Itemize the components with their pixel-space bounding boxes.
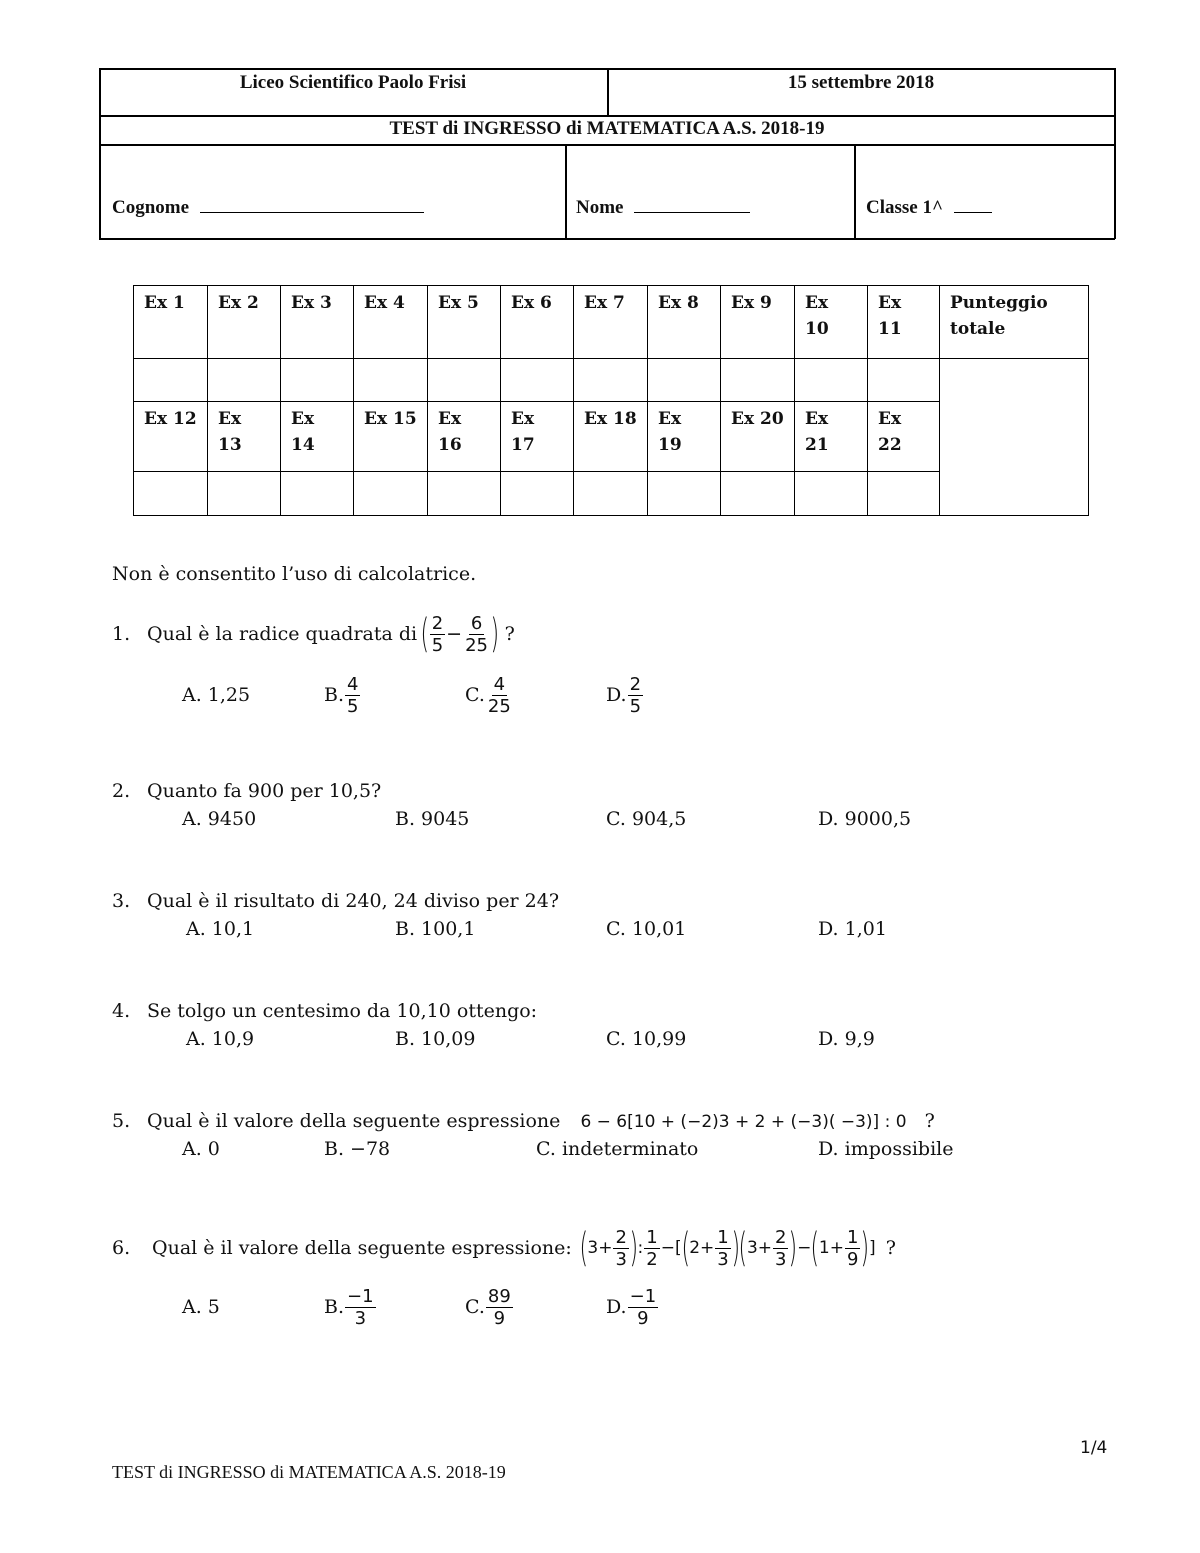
answer-c[interactable]: C. 904,5	[606, 808, 687, 830]
question-4	[112, 1000, 537, 1022]
answer-b[interactable]: B. $\frac{-1}{3}$	[324, 1285, 374, 1329]
nome-label: Nome	[576, 197, 624, 218]
question-text: Qual è il valore della seguente espressione	[147, 1110, 561, 1132]
answers-6	[182, 1282, 682, 1332]
score-cell[interactable]	[501, 359, 574, 402]
answer-b[interactable]: B. −78	[324, 1138, 391, 1160]
answer-c[interactable]: C. $\frac{89}{9}$	[465, 1285, 511, 1329]
answer-b[interactable]: B. 9045	[395, 808, 470, 830]
ex-label: Ex 11	[868, 286, 940, 359]
question-1: 1. Qual è la radice quadrata di ( $\frac{2}{5}$ − $\frac{6}{25}$ ) ?	[112, 611, 515, 657]
score-cell[interactable]	[501, 472, 574, 516]
question-number: 4.	[112, 1000, 131, 1022]
answers-1	[182, 670, 682, 720]
nome-field[interactable]	[634, 196, 750, 213]
ex-label: Ex 18	[574, 402, 648, 472]
fraction: $\frac{6}{25}$	[465, 612, 488, 656]
ex-label: Ex 10	[795, 286, 868, 359]
answer-c[interactable]: C. 10,99	[606, 1028, 687, 1050]
answer-b[interactable]: B. 10,09	[395, 1028, 476, 1050]
score-cell[interactable]	[281, 359, 354, 402]
ex-label: Ex 19	[648, 402, 721, 472]
ex-label: Ex 22	[868, 402, 940, 472]
footer-title: TEST di INGRESSO di MATEMATICA A.S. 2018-19	[112, 1462, 506, 1482]
answer-c[interactable]: C. indeterminato	[536, 1138, 699, 1160]
score-cell[interactable]	[428, 472, 501, 516]
ex-label: Ex 16	[428, 402, 501, 472]
answer-a[interactable]: A. 9450	[182, 808, 257, 830]
school-name: Liceo Scientifico Paolo Frisi	[239, 72, 467, 93]
score-cell[interactable]	[208, 472, 281, 516]
ex-label: Ex 3	[281, 286, 354, 359]
score-cell[interactable]	[134, 359, 208, 402]
ex-label: Ex 20	[721, 402, 795, 472]
score-cell[interactable]	[795, 472, 868, 516]
question-text: Qual è il valore della seguente espressione:	[152, 1237, 572, 1259]
score-cell[interactable]	[428, 359, 501, 402]
question-number: 1.	[112, 623, 131, 645]
answer-c[interactable]: C. $\frac{4}{25}$	[465, 673, 511, 717]
nome-row	[576, 196, 750, 219]
page-number: 1/4	[1080, 1438, 1108, 1458]
score-cell[interactable]	[574, 359, 648, 402]
calculator-notice: Non è consentito l’uso di calcolatrice.	[112, 563, 477, 585]
answer-d[interactable]: D. 9000,5	[818, 808, 912, 830]
test-title: TEST di INGRESSO di MATEMATICA A.S. 2018-19	[389, 118, 825, 139]
answer-b[interactable]: B. $\frac{4}{5}$	[324, 673, 359, 717]
test-date: 15 settembre 2018	[787, 72, 935, 93]
ex-label: Ex 14	[281, 402, 354, 472]
question-number: 6.	[112, 1237, 131, 1259]
score-cell[interactable]	[281, 472, 354, 516]
ex-label: Ex 12	[134, 402, 208, 472]
question-6: 6. Qual è il valore della seguente espressione: ( 3+ $\frac{2}{3}$ ) : $\frac{1}{2}$ −[ ( 2+ $\frac{1}{3}$ ) ( 3+ $\frac{2}{3}$ ) − ( 1+ $\frac{1}{9}$ ) ] ?	[112, 1225, 896, 1271]
answer-a[interactable]: A. 10,1	[186, 918, 255, 940]
ex-label: Ex 5	[428, 286, 501, 359]
ex-label: Ex 2	[208, 286, 281, 359]
score-cell[interactable]	[574, 472, 648, 516]
answer-d[interactable]: D. 1,01	[818, 918, 887, 940]
classe-field[interactable]	[954, 196, 992, 213]
classe-label: Classe 1^	[866, 197, 944, 218]
answer-d[interactable]: D. impossibile	[818, 1138, 954, 1160]
ex-label: Ex 21	[795, 402, 868, 472]
ex-label: Ex 8	[648, 286, 721, 359]
answer-a[interactable]: A. 0	[182, 1138, 220, 1160]
ex-label: Ex 4	[354, 286, 428, 359]
expression: 6 − 6[10 + (−2)3 + 2 + (−3)( −3)] : 0	[580, 1112, 907, 1132]
score-cell[interactable]	[868, 472, 940, 516]
answer-b[interactable]: B. 100,1	[395, 918, 476, 940]
ex-label: Ex 13	[208, 402, 281, 472]
question-2	[112, 780, 381, 802]
answer-d[interactable]: D. 9,9	[818, 1028, 875, 1050]
cognome-label: Cognome	[112, 197, 190, 218]
question-text: Qual è la radice quadrata di	[147, 623, 418, 645]
score-cell[interactable]	[721, 472, 795, 516]
ex-label: Ex 6	[501, 286, 574, 359]
question-3	[112, 890, 559, 912]
question-5: 5. Qual è il valore della seguente espressione 6 − 6[10 + (−2)3 + 2 + (−3)( −3)] : 0 ?	[112, 1110, 935, 1132]
cognome-field[interactable]	[200, 196, 424, 213]
answer-d[interactable]: D. $\frac{-1}{9}$	[606, 1285, 657, 1329]
question-text: Qual è il risultato di 240, 24 diviso per 24?	[147, 890, 560, 912]
classe-row	[866, 196, 992, 219]
total-score-label: Punteggio totale	[940, 286, 1089, 359]
answer-a[interactable]: A. 5	[182, 1296, 220, 1318]
answer-a[interactable]: A. 10,9	[186, 1028, 255, 1050]
answer-a[interactable]: A. 1,25	[182, 684, 251, 706]
score-cell[interactable]	[868, 359, 940, 402]
score-cell[interactable]	[648, 359, 721, 402]
score-cell[interactable]	[134, 472, 208, 516]
score-cell[interactable]	[648, 472, 721, 516]
answer-c[interactable]: C. 10,01	[606, 918, 687, 940]
ex-label: Ex 9	[721, 286, 795, 359]
ex-label: Ex 17	[501, 402, 574, 472]
question-number: 2.	[112, 780, 131, 802]
question-text: Quanto fa 900 per 10,5?	[147, 780, 382, 802]
ex-label: Ex 15	[354, 402, 428, 472]
fraction: $\frac{2}{5}$	[431, 612, 444, 656]
total-score-cell[interactable]	[940, 359, 1089, 516]
score-table	[133, 285, 1089, 516]
ex-label: Ex 1	[134, 286, 208, 359]
score-cell[interactable]	[795, 359, 868, 402]
expression: ( 3+ $\frac{2}{3}$ ) : $\frac{1}{2}$ −[ ( 2+ $\frac{1}{3}$ ) ( 3+ $\frac{2}{3}$ ) − ( 1+ $\frac{1}{9}$ ) ]	[579, 1225, 876, 1271]
score-cell[interactable]	[208, 359, 281, 402]
score-cell[interactable]	[354, 359, 428, 402]
score-cell[interactable]	[721, 359, 795, 402]
answer-d[interactable]: D. $\frac{2}{5}$	[606, 673, 642, 717]
cognome-row	[112, 196, 424, 219]
score-cell[interactable]	[354, 472, 428, 516]
ex-label: Ex 7	[574, 286, 648, 359]
question-text: Se tolgo un centesimo da 10,10 ottengo:	[147, 1000, 538, 1022]
question-number: 5.	[112, 1110, 131, 1132]
question-number: 3.	[112, 890, 131, 912]
